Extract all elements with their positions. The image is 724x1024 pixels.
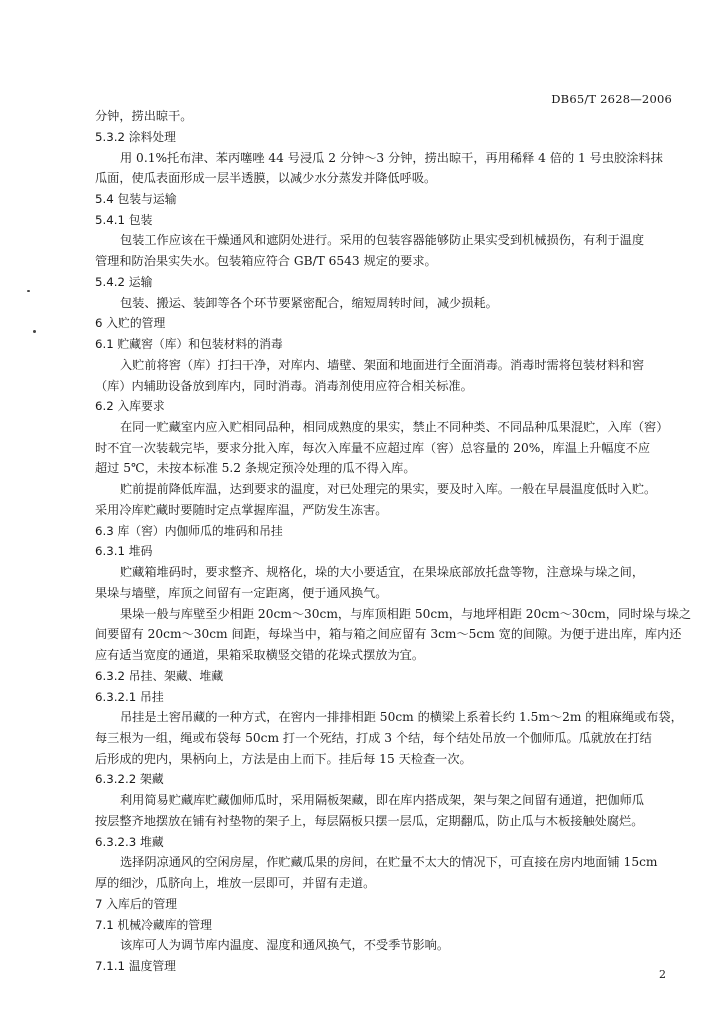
body-line: 利用简易贮藏库贮藏伽师瓜时，采用隔板架藏，即在库内搭成架，架与架之间留有通道，把伽师瓜 [120, 793, 645, 808]
body-line: 该库可人为调节库内温度、湿度和通风换气，不受季节影响。 [120, 938, 450, 953]
scan-speck [33, 330, 36, 333]
section-heading: 5.4.2 运输 [95, 274, 153, 289]
body-line: 应有适当宽度的通道，果箱采取横竖交错的花垛式摆放为宜。 [95, 648, 425, 662]
standard-number-header: DB65/T 2628—2006 [551, 92, 672, 106]
body-line: 贮前提前降低库温，达到要求的温度，对已处理完的果实，要及时入库。一般在早晨温度低时入贮。 [120, 482, 657, 497]
body-line: 入贮前将窖（库）打扫干净，对库内、墙壁、架面和地面进行全面消毒。消毒时需将包装材料和窖 [120, 357, 645, 372]
page-number: 2 [659, 968, 666, 981]
body-line: 吊挂是土窖吊藏的一种方式，在窖内一排排相距 50cm 的横梁上系着长约 1.5m～2m 的粗麻绳或布袋， [120, 710, 683, 725]
body-line: 后形成的兜内，果柄向上，方法是由上而下。挂后每 15 天检查一次。 [95, 751, 472, 766]
body-line: 分钟，捞出晾干。 [95, 109, 193, 123]
body-line: 瓜面，使瓜表面形成一层半透膜，以减少水分蒸发并降低呼吸。 [95, 171, 437, 186]
body-line: 管理和防治果实失水。包装箱应符合 GB/T 6543 规定的要求。 [95, 254, 437, 269]
body-line: 厚的细沙，瓜脐向上，堆放一层即可，并留有走道。 [95, 876, 376, 891]
body-line: 按层整齐地摆放在铺有衬垫物的架子上，每层隔板只摆一层瓜，定期翻瓜，防止瓜与木板接触处腐烂。 [95, 813, 644, 828]
body-line: 贮藏箱堆码时，要求整齐、规格化，垛的大小要适宜，在果垛底部放托盘等物，注意垛与垛之间， [120, 565, 645, 580]
section-heading: 6.3.2.2 架藏 [95, 772, 164, 787]
body-line: 超过 5℃，未按本标准 5.2 条规定预冷处理的瓜不得入库。 [95, 461, 416, 476]
body-line: 果垛与墙壁，库顶之间留有一定距离，便于通风换气。 [95, 585, 388, 600]
section-heading: 7.1.1 温度管理 [95, 959, 176, 973]
chapter-heading: 6 入贮的管理 [95, 316, 166, 331]
body-line: 在同一贮藏室内应入贮相同品种，相同成熟度的果实，禁止不同种类、不同品种瓜果混贮，入库（窖） [120, 420, 669, 434]
section-heading: 6.3 库（窖）内伽师瓜的堆码和吊挂 [95, 523, 283, 538]
chapter-heading: 7 入库后的管理 [95, 896, 178, 911]
section-heading: 7.1 机械冷藏库的管理 [95, 917, 212, 932]
section-heading: 6.3.2.1 吊挂 [95, 689, 164, 704]
body-line: 间要留有 20cm～30cm 间距，每垛当中，箱与箱之间应留有 3cm～5cm 宽的间隙。为便于进出库，库内还 [95, 627, 682, 642]
section-heading: 6.3.1 堆码 [95, 544, 153, 559]
body-line: 包装工作应该在干燥通风和遮阴处进行。采用的包装容器能够防止果实受到机械损伤，有利于温度 [120, 233, 645, 248]
section-heading: 5.3.2 涂料处理 [95, 129, 176, 144]
body-line: 包装、搬运、装卸等各个环节要紧密配合，缩短周转时间，减少损耗。 [120, 295, 498, 310]
section-heading: 6.3.2 吊挂、架藏、堆藏 [95, 668, 224, 683]
scan-speck [27, 290, 30, 292]
body-line: 采用冷库贮藏时要随时定点掌握库温，严防发生冻害。 [95, 502, 388, 517]
section-heading: 5.4 包装与运输 [95, 191, 177, 206]
body-line: 用 0.1%托布津、苯丙噻唑 44 号浸瓜 2 分钟～3 分钟，捞出晾干，再用稀释 4 倍的 1 号虫胶涂料抹 [120, 150, 663, 165]
section-heading: 6.1 贮藏窖（库）和包装材料的消毒 [95, 337, 283, 351]
body-line: 选择阴凉通风的空闲房屋，作贮藏瓜果的房间，在贮量不太大的情况下，可直接在房内地面铺 15cm [120, 855, 658, 870]
body-line: 时不宜一次装载完毕，要求分批入库，每次入库量不应超过库（窖）总容量的 20%，库温上升幅度不应 [95, 440, 651, 455]
section-heading: 6.3.2.3 堆藏 [95, 834, 164, 849]
body-line: 每三根为一组，绳或布袋每 50cm 打一个死结，打成 3 个结，每个结处吊放一个伽师瓜。瓜就放在打结 [95, 731, 652, 745]
section-heading: 5.4.1 包装 [95, 212, 153, 227]
body-line: 果垛一般与库壁至少相距 20cm～30cm，与库顶相距 50cm，与地坪相距 20cm～30cm，同时垛与垛之 [120, 606, 692, 621]
section-heading: 6.2 入库要求 [95, 399, 165, 414]
body-line: （库）内辅助设备放到库内，同时消毒。消毒剂使用应符合相关标准。 [95, 378, 473, 393]
